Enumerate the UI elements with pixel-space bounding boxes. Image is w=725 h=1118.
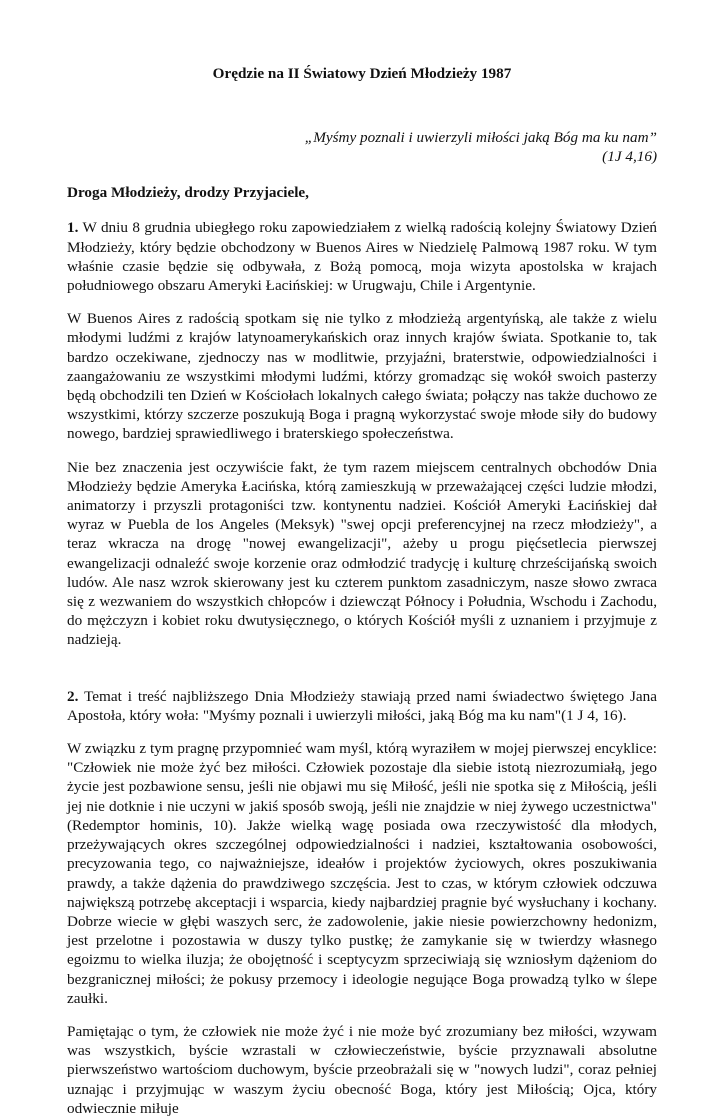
- paragraph-text: W Buenos Aires z radością spotkam się nie tylko z młodzieżą argentyńską, ale także z wielu młodymi ludźmi z krajów latynoamerykańskich oraz innych krajów świata. Spotkanie to, tak bardzo oczekiwane, zjednoczy nas w modlitwie, przyjaźni, braterstwie, odpowiedzialności i zaangażowaniu ze wszystkimi młodymi ludźmi, którzy gromadząc się wokół swoich pasterzy będą obchodzili ten Dzień w Kościołach lokalnych całego świata; połączy nas także duchowo ze wszystkimi, którzy szczerze poszukują Boga i pragną wykorzystać swoje młode siły do budowy nowego, bardziej sprawiedliwego i braterskiego społeczeństwa.: [67, 310, 657, 443]
- paragraph-text: W dniu 8 grudnia ubiegłego roku zapowiedziałem z wielką radością kolejny Światowy Dzień Młodzieży, który będzie obchodzony w Buenos Aires w Niedzielę Palmową 1987 roku. W tym właśnie czasie będzie się odbywała, z Bożą pomocą, moja wizyta apostolska w krajach południowego obszaru Ameryki Łacińskiej: w Urugwaju, Chile i Argentynie.: [67, 219, 657, 295]
- paragraph-3: [67, 458, 657, 650]
- document-page: [67, 64, 657, 1118]
- paragraph-6: [67, 1022, 657, 1118]
- paragraph-2: [67, 309, 657, 443]
- greeting: Droga Młodzieży, drodzy Przyjaciele,: [67, 184, 309, 202]
- section-number-2: 2.: [67, 687, 79, 705]
- motto-quote: „Myśmy poznali i uwierzyli miłości jaką Bóg ma ku nam”: [304, 129, 657, 147]
- paragraph-text: Temat i treść najbliższego Dnia Młodzieży stawiają przed nami świadectwo świętego Jana Apostoła, który woła: "Myśmy poznali i uwierzyli miłości, jaką Bóg ma ku nam"(1 J 4, 16).: [67, 687, 657, 724]
- paragraph-5: [67, 739, 657, 1008]
- paragraph-text: W związku z tym pragnę przypomnieć wam myśl, którą wyraziłem w mojej pierwszej encyklice: "Człowiek nie może żyć bez miłości. Człowiek pozostaje dla siebie istotą niezrozumiałą, jego życie jest pozbawione sensu, jeśli nie objawi mu się Miłość, jeśli nie spotka się z Miłością, jeśli jej nie dotknie i nie uczyni w jakiś sposób swoją, jeśli nie znajdzie w niej żywego uczestnictwa" (Redemptor hominis, 10). Jakże wielką wagę posiada owa rzeczywistość dla młodych, przeżywających okres szczególnej odpowiedzialności i nadziei, kształtowania osobowości, precyzowania tego, co najważniejsze, ideałów i projektów życiowych, okres poszukiwania prawdy, a także dążenia do prawdziwego szczęścia. Jest to czas, w którym człowiek odczuwa największą potrzebę akceptacji i wsparcia, kiedy najbardziej pragnie być wysłuchany i kochany. Dobrze wiecie w głębi waszych serc, że zadowolenie, jakie niesie powierzchowny hedonizm, jest przelotne i pozostawia w duszy tylko pustkę; że zamykanie się w twierdzy własnego egoizmu to wielka iluzja; że obojętność i sceptycyzm sprzeciwiają się wzniosłym dążeniom do bezgranicznej miłości; że pokusy przemocy i ideologie negujące Boga prowadzą tylko w ślepe zaułki.: [67, 740, 657, 1007]
- paragraph-1: [67, 218, 657, 295]
- paragraph-text: Pamiętając o tym, że człowiek nie może żyć i nie może być zrozumiany bez miłości, wzywam was wszystkich, byście wzrastali w człowieczeństwie, byście przyznawali absolutne pierwszeństwo wartościom duchowym, byście przeobrażali się w "nowych ludzi", coraz pełniej uznając i przyjmując w waszym życiu obecność Boga, który jest Miłością; Ojca, który odwiecznie miłuje: [67, 1022, 657, 1117]
- paragraph-text: Nie bez znaczenia jest oczywiście fakt, że tym razem miejscem centralnych obchodów Dnia Młodzieży będzie Ameryka Łacińska, którą zamieszkują w przeważającej części ludzie młodzi, animatorzy i przyszli protagoniści tzw. kontynentu nadziei. Kościół Ameryki Łacińskiej dał wyraz w Puebla de los Angeles (Meksyk) "swej opcji preferencyjnej na rzecz młodzieży", a teraz wkracza na drogę "nowej ewangelizacji", ażeby u progu pięćsetlecia pierwszej ewangelizacji odnaleźć swoje korzenie oraz odmłodzić tradycję i kulturę chrześcijańską swoich ludów. Ale nasz wzrok skierowany jest ku czterem punktom zasadniczym, nasze słowo zwraca się z wezwaniem do wszystkich chłopców i dziewcząt Północy i Południa, Wschodu i Zachodu, do mężczyzn i kobiet roku dwutysięcznego, o których Kościół myśli z uznaniem i przyjmuje z nadzieją.: [67, 458, 657, 649]
- paragraph-4: [67, 687, 657, 725]
- motto-reference: (1J 4,16): [602, 148, 657, 166]
- document-title: Orędzie na II Światowy Dzień Młodzieży 1987: [212, 65, 512, 82]
- motto: [67, 128, 657, 166]
- section-number-1: 1.: [67, 219, 79, 237]
